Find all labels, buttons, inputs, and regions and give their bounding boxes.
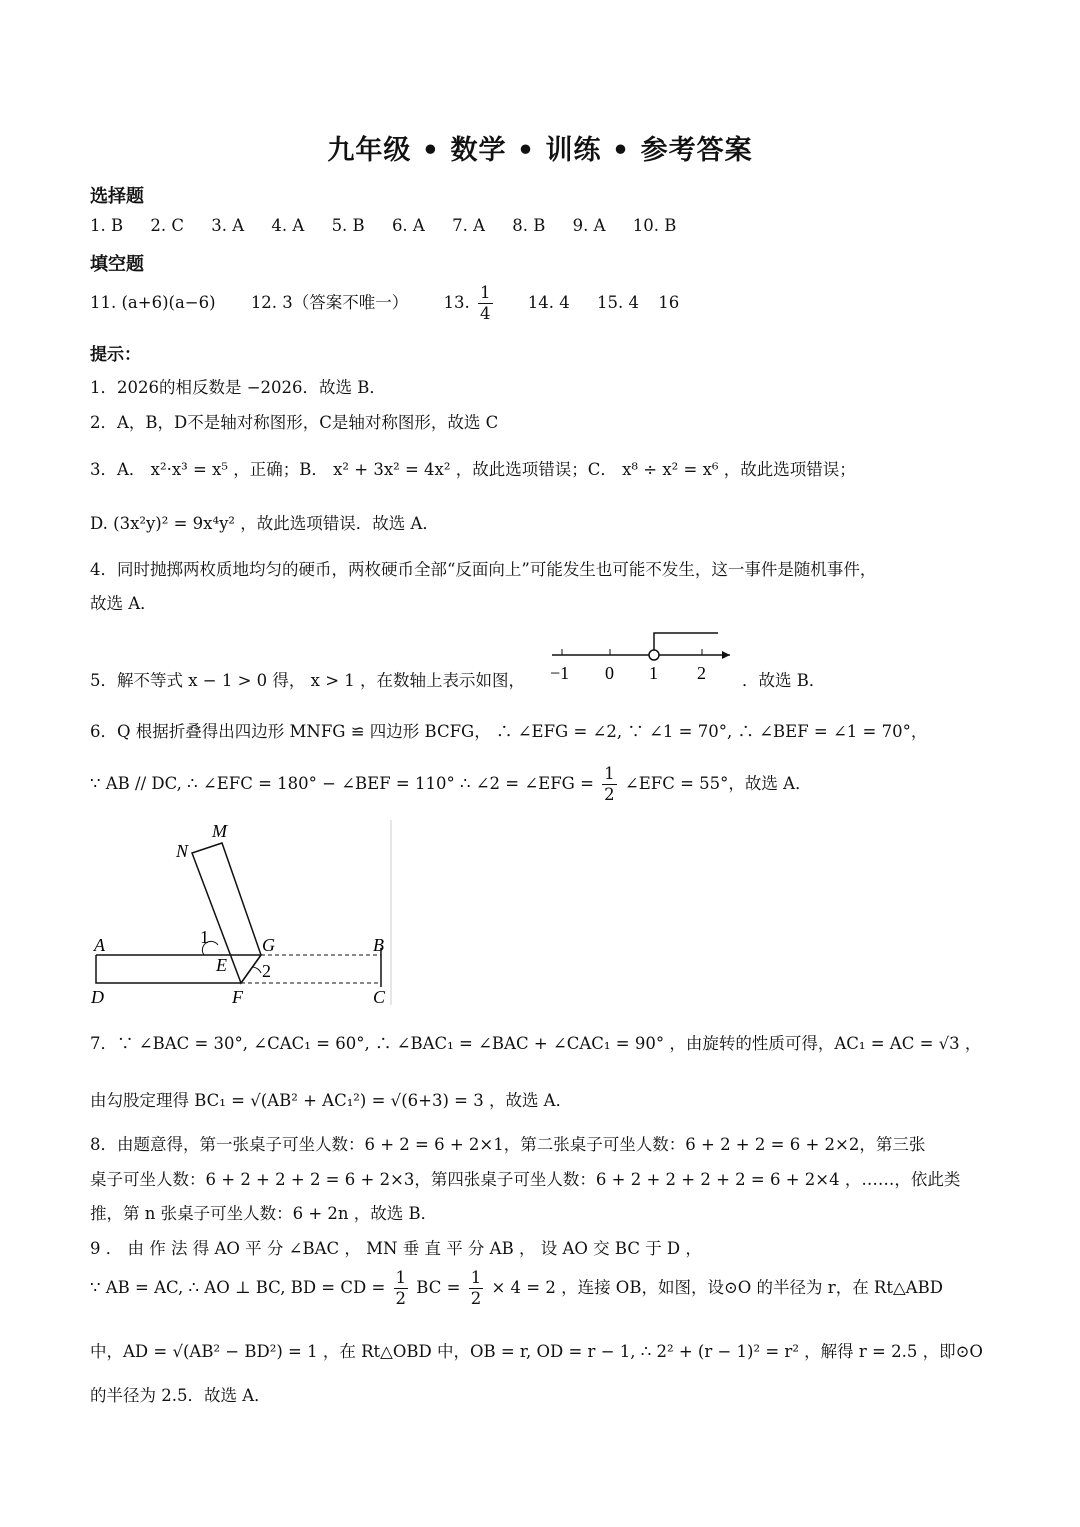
fill-answer-15: 15. 4	[597, 293, 640, 312]
page-title: 九年级 • 数学 • 训练 • 参考答案	[327, 135, 753, 166]
angle-2-arc	[252, 967, 261, 973]
hint-5-post: ．故选 B．	[742, 671, 826, 690]
answer-item: 1. B	[90, 216, 124, 235]
answer-item: 9. A	[572, 216, 606, 235]
hint-8b: 桌子可坐人数：6 + 2 + 2 + 2 = 6 + 2×3，第四张桌子可坐人数：6 + 2 + 2 + 2 + 2 = 6 + 2×4 ，……，依此类	[90, 1170, 961, 1189]
hint-9b-fraction-1	[394, 1268, 409, 1309]
fill-answer-12: 12. 3（答案不唯一）	[250, 293, 409, 312]
hints-heading: 提示：	[90, 345, 141, 365]
hint-9b-post: × 4 = 2 ，连接 OB，如图，设⊙O 的半径为 r，在 Rt△ABD	[491, 1278, 943, 1297]
hint-7a: 7．∵ ∠BAC = 30°, ∠CAC₁ = 60°, ∴ ∠BAC₁ = ∠BAC + ∠CAC₁ = 90° ，由旋转的性质可得，AC₁ = AC = √3 ，	[90, 1034, 982, 1053]
fraction-denominator: 2	[470, 1289, 482, 1308]
answer-item: 3. A	[211, 216, 245, 235]
hint-4a: 4．同时抛掷两枚质地均匀的硬币，两枚硬币全部“反面向上”可能发生也可能不发生，这一事件是随机事件，	[90, 560, 877, 579]
answer-item: 8. B	[512, 216, 546, 235]
label-E: E	[216, 955, 227, 975]
fill-answer-16: 16	[658, 293, 680, 312]
label-D: D	[91, 987, 104, 1007]
hint-9b	[90, 1268, 943, 1309]
label-N: N	[176, 841, 189, 861]
hint-4b: 故选 A．	[90, 594, 157, 613]
hint-9b-pre: ∵ AB = AC, ∴ AO ⊥ BC, BD = CD =	[90, 1278, 386, 1297]
hint-9a: 9 ． 由 作 法 得 AO 平 分 ∠BAC ， MN 垂 直 平 分 AB ， 设 AO 交 BC 于 D ，	[90, 1239, 702, 1258]
hint-8c: 推，第 n 张桌子可坐人数：6 + 2n ，故选 B．	[90, 1204, 438, 1223]
fill-answer-13-label: 13.	[443, 293, 470, 312]
fill-answer-11: 11. (a+6)(a−6)	[90, 293, 216, 312]
hint-6a: 6．Q 根据折叠得出四边形 MNFG ≌ 四边形 BCFG， ∴ ∠EFG = ∠2, ∵ ∠1 = 70°, ∴ ∠BEF = ∠1 = 70°，	[90, 722, 928, 741]
choice-heading: 选择题	[90, 186, 144, 207]
solution-ray	[654, 633, 718, 650]
number-line-arrow	[722, 651, 730, 659]
hint-6b-post: ∠EFC = 55°，故选 A．	[624, 774, 812, 793]
hint-7b: 由勾股定理得 BC₁ = √(AB² + AC₁²) = √(6+3) = 3 ，故选 A．	[90, 1091, 573, 1110]
fraction-numerator: 1	[604, 764, 615, 783]
hint-3a: 3．A． x²·x³ = x⁵ ，正确；B． x² + 3x² = 4x² ，故此选项错误；C． x⁸ ÷ x² = x⁶ ，故此选项错误；	[90, 460, 856, 479]
fill-answer-14: 14. 4	[527, 293, 570, 312]
number-line-figure	[542, 625, 738, 687]
tick-label: −1	[550, 663, 570, 683]
answer-item: 7. A	[452, 216, 485, 235]
label-G: G	[262, 935, 275, 955]
answer-item: 4. A	[271, 216, 305, 235]
fraction-denominator: 2	[604, 785, 615, 804]
tick-label: 0	[605, 663, 614, 683]
hint-9c: 中，AD = √(AB² − BD²) = 1 ，在 Rt△OBD 中，OB = r, OD = r − 1, ∴ 2² + (r − 1)² = r² ，解得 r = 2.5 ，即⊙O	[90, 1342, 983, 1361]
tick-label: 1	[649, 663, 658, 683]
hint-6b-fraction	[602, 764, 617, 805]
fill-answer-13-fraction	[478, 283, 493, 324]
hint-3b: D. (3x²y)² = 9x⁴y² ，故此选项错误．故选 A．	[90, 514, 439, 533]
fraction-numerator: 1	[395, 1268, 407, 1287]
fill-heading: 填空题	[90, 254, 144, 275]
choice-answers	[90, 216, 698, 235]
label-B: B	[373, 935, 384, 955]
answer-item: 5. B	[331, 216, 365, 235]
hint-2: 2．A，B，D不是轴对称图形，C是轴对称图形，故选 C	[90, 413, 499, 432]
hint-1: 1．2026的相反数是 −2026．故选 B．	[90, 378, 386, 397]
label-M: M	[212, 821, 227, 841]
hint-5-pre: 5．解不等式 x − 1 > 0 得， x > 1 ，在数轴上表示如图，	[90, 671, 526, 690]
hint-6b-pre: ∵ AB // DC, ∴ ∠EFC = 180° − ∠BEF = 110° ∴ ∠2 = ∠EFG =	[90, 774, 594, 793]
hint-6b	[90, 764, 812, 805]
open-point	[649, 650, 659, 660]
folding-figure	[86, 815, 396, 1010]
label-A: A	[94, 935, 105, 955]
hint-9d: 的半径为 2.5．故选 A．	[90, 1386, 271, 1405]
label-1: 1	[200, 927, 209, 947]
fraction-numerator: 1	[480, 283, 491, 302]
fill-answers	[90, 283, 679, 324]
tick-label: 2	[697, 663, 706, 683]
label-2: 2	[262, 961, 271, 981]
answer-item: 6. A	[391, 216, 425, 235]
hint-9b-mid: BC =	[416, 1278, 461, 1297]
hint-9b-fraction-2	[469, 1268, 484, 1309]
answer-item: 2. C	[150, 216, 184, 235]
fraction-numerator: 1	[470, 1268, 482, 1287]
label-F: F	[232, 987, 243, 1007]
hint-8a: 8．由题意得，第一张桌子可坐人数：6 + 2 = 6 + 2×1，第二张桌子可坐人数：6 + 2 + 2 = 6 + 2×2，第三张	[90, 1135, 926, 1154]
fraction-denominator: 2	[395, 1289, 407, 1308]
fraction-denominator: 4	[480, 304, 491, 323]
label-C: C	[373, 987, 386, 1007]
answer-item: 10. B	[632, 216, 677, 235]
